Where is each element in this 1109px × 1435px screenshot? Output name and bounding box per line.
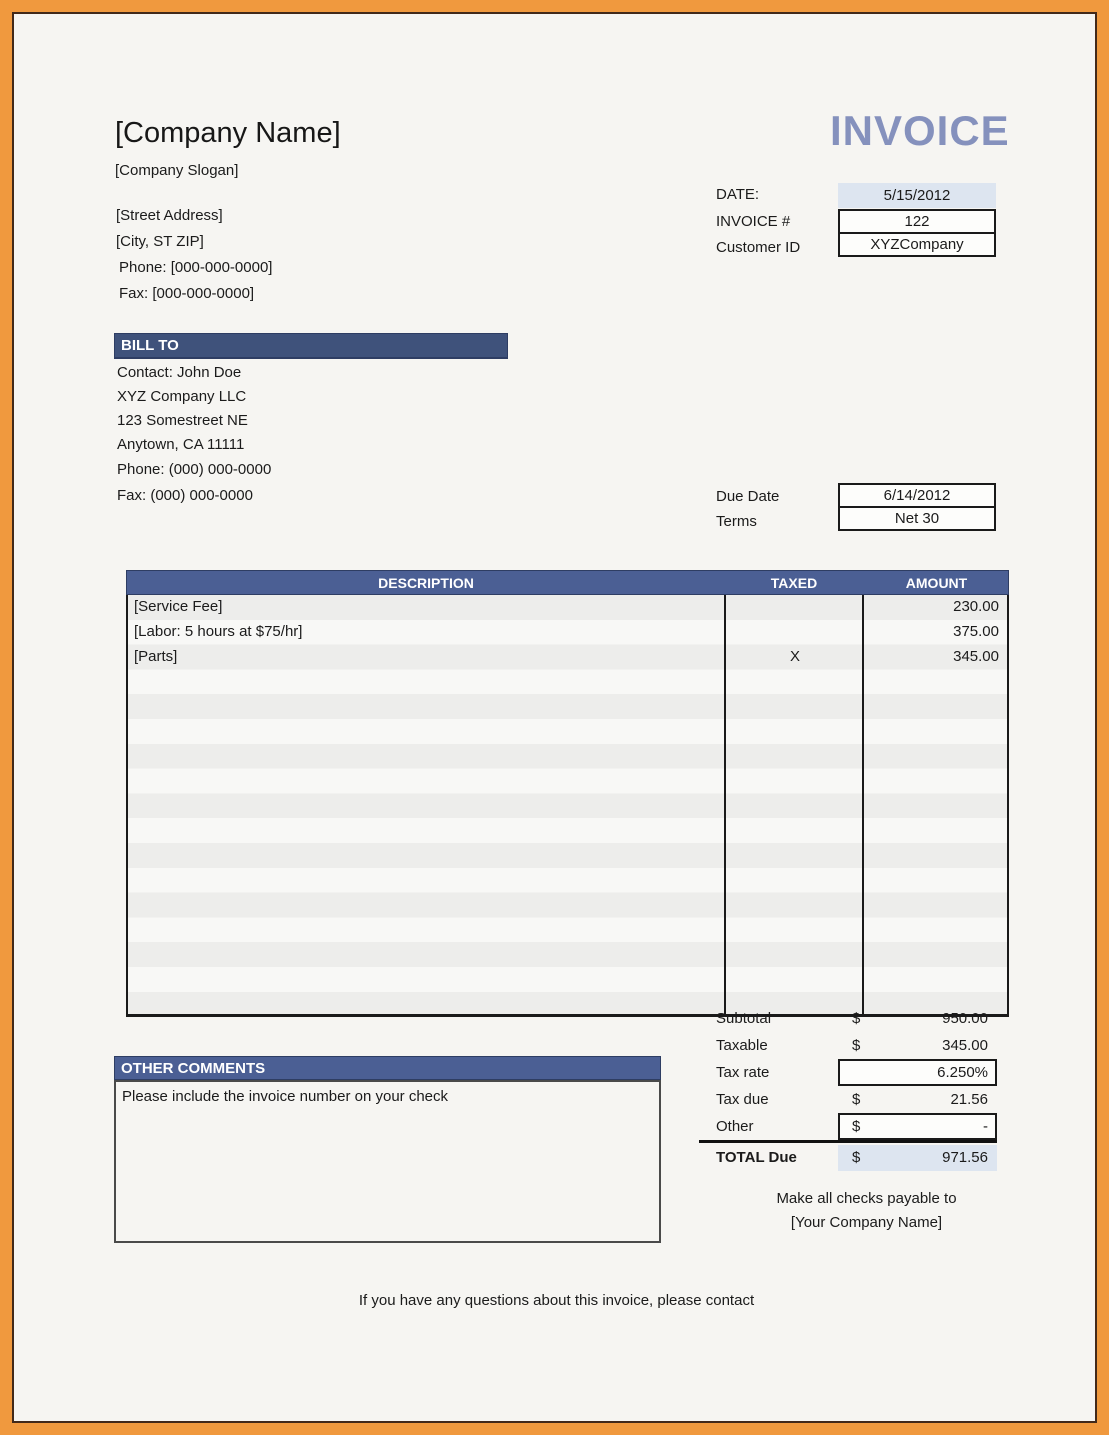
item-description: [Service Fee] bbox=[134, 598, 223, 615]
bill-to-street: 123 Somestreet NE bbox=[117, 412, 248, 429]
item-amount: 230.00 bbox=[953, 598, 999, 615]
terms-field[interactable]: Net 30 bbox=[838, 506, 996, 531]
other-row bbox=[699, 1113, 997, 1140]
total-divider-line bbox=[699, 1140, 997, 1143]
column-header-taxed: TAXED bbox=[770, 575, 818, 591]
invoice-title: INVOICE bbox=[830, 107, 1010, 154]
tax-due-currency: $ bbox=[852, 1091, 861, 1108]
taxable-row bbox=[699, 1032, 997, 1059]
subtotal-label: Subtotal bbox=[716, 1010, 772, 1027]
column-header-amount: AMOUNT bbox=[905, 575, 968, 591]
table-row[interactable] bbox=[128, 620, 1007, 645]
taxable-currency: $ bbox=[852, 1037, 861, 1054]
bill-to-phone: Phone: (000) 000-0000 bbox=[117, 461, 272, 478]
tax-due-label: Tax due bbox=[716, 1091, 769, 1108]
item-description: [Parts] bbox=[134, 647, 178, 665]
tax-due-row bbox=[699, 1086, 997, 1113]
bill-to-header-bar: BILL TO bbox=[114, 333, 508, 359]
subtotal-currency: $ bbox=[852, 1010, 861, 1027]
other-currency: $ bbox=[852, 1118, 861, 1135]
total-due-row bbox=[699, 1144, 997, 1171]
subtotal-row bbox=[699, 1005, 997, 1032]
table-row[interactable] bbox=[128, 645, 1007, 670]
date-label: DATE: bbox=[716, 186, 760, 203]
terms-label: Terms bbox=[716, 513, 757, 530]
item-description: [Labor: 5 hours at $75/hr] bbox=[134, 622, 303, 640]
other-comments-field[interactable]: Please include the invoice number on your check bbox=[114, 1080, 661, 1243]
invoice-number-field[interactable]: 122 bbox=[838, 209, 996, 234]
company-name: [Company Name] bbox=[115, 117, 341, 149]
item-amount: 345.00 bbox=[953, 647, 999, 665]
footer-contact-note: If you have any questions about this invoice, please contact bbox=[358, 1292, 755, 1309]
due-date-label: Due Date bbox=[716, 488, 780, 505]
invoice-number-label: INVOICE # bbox=[716, 213, 791, 230]
other-label: Other bbox=[716, 1118, 754, 1135]
date-value-cell: 5/15/2012 bbox=[838, 183, 996, 208]
subtotal-value: 950.00 bbox=[942, 1010, 988, 1027]
total-due-label: TOTAL Due bbox=[716, 1149, 797, 1166]
table-row[interactable] bbox=[128, 595, 1007, 620]
customer-id-field[interactable]: XYZCompany bbox=[838, 232, 996, 257]
bill-to-company: XYZ Company LLC bbox=[117, 388, 247, 405]
column-header-description: DESCRIPTION bbox=[378, 575, 474, 591]
total-due-currency: $ bbox=[852, 1149, 861, 1166]
total-due-value: 971.56 bbox=[942, 1149, 988, 1166]
due-date-field[interactable]: 6/14/2012 bbox=[838, 483, 996, 508]
totals-section bbox=[699, 1005, 997, 1171]
tax-rate-row bbox=[699, 1059, 997, 1086]
taxable-label: Taxable bbox=[716, 1037, 768, 1054]
company-slogan: [Company Slogan] bbox=[115, 162, 239, 179]
company-city-state-zip: [City, ST ZIP] bbox=[116, 233, 204, 250]
taxable-value: 345.00 bbox=[942, 1037, 988, 1054]
customer-id-label: Customer ID bbox=[716, 239, 801, 256]
items-table-body[interactable] bbox=[126, 595, 1009, 1017]
company-phone: Phone: [000-000-0000] bbox=[119, 259, 273, 276]
tax-due-value: 21.56 bbox=[950, 1091, 988, 1108]
item-amount: 375.00 bbox=[953, 622, 999, 640]
company-fax: Fax: [000-000-0000] bbox=[119, 285, 255, 302]
other-value: - bbox=[983, 1118, 988, 1135]
other-field[interactable] bbox=[838, 1113, 997, 1140]
item-taxed: X bbox=[789, 647, 800, 665]
checks-payable-line: Make all checks payable to bbox=[776, 1190, 957, 1207]
other-comments-header-bar: OTHER COMMENTS bbox=[114, 1056, 661, 1080]
bill-to-fax: Fax: (000) 000-0000 bbox=[117, 487, 253, 504]
payable-company-name: [Your Company Name] bbox=[790, 1214, 943, 1231]
items-table-header bbox=[126, 570, 1009, 595]
invoice-page bbox=[12, 12, 1097, 1423]
bill-to-contact: Contact: John Doe bbox=[117, 364, 242, 381]
bill-to-city: Anytown, CA 11111 bbox=[117, 436, 245, 453]
company-street-address: [Street Address] bbox=[116, 207, 223, 224]
tax-rate-value: 6.250% bbox=[937, 1064, 988, 1081]
tax-rate-label: Tax rate bbox=[716, 1064, 770, 1081]
